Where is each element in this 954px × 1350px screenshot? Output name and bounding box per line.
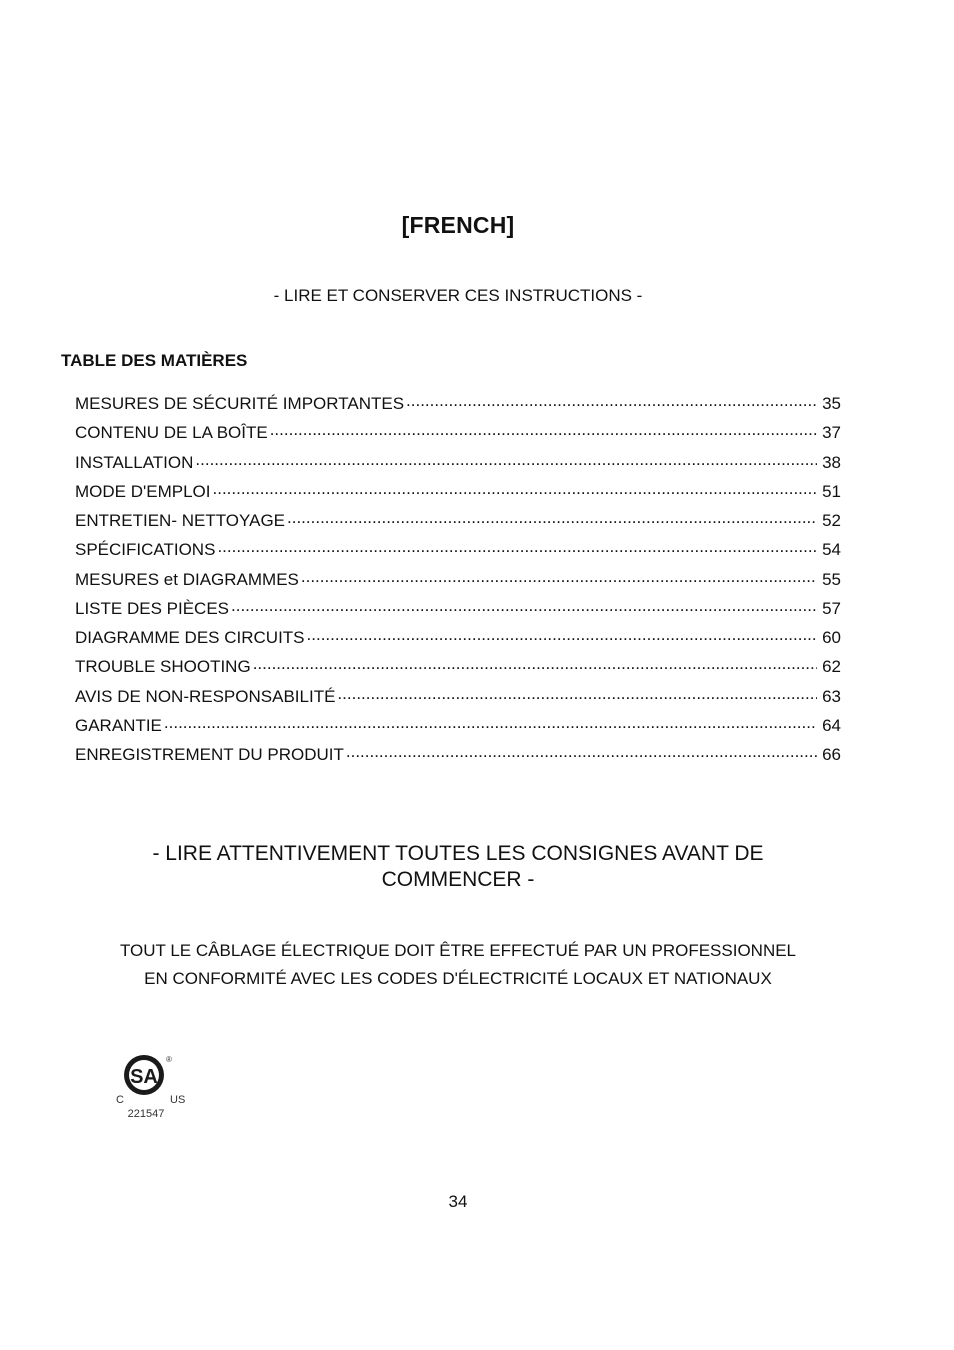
csa-certification-logo — [114, 1048, 190, 1128]
toc-entry — [75, 538, 841, 567]
toc-dot-leader — [346, 743, 817, 760]
toc-entry-page: 60 — [822, 628, 841, 647]
toc-entry-page: 35 — [822, 394, 841, 413]
toc-entry — [75, 392, 841, 421]
toc-entry — [75, 626, 841, 655]
toc-dot-leader — [213, 480, 818, 497]
csa-mark-text: SA — [130, 1066, 158, 1088]
warning-line-2: COMMENCER - — [381, 868, 535, 891]
toc-entry-label: CONTENU DE LA BOÎTE — [75, 423, 268, 443]
warning-line-1: - LIRE ATTENTIVEMENT TOUTES LES CONSIGNES AVANT DE — [152, 842, 764, 865]
toc-dot-leader — [337, 685, 817, 702]
toc-dot-leader — [287, 509, 817, 526]
language-title: [FRENCH] — [401, 212, 515, 238]
toc-entry-label: SPÉCIFICATIONS — [75, 540, 216, 560]
electrical-wiring-note — [0, 937, 916, 993]
toc-entry-label: TROUBLE SHOOTING — [75, 657, 251, 677]
toc-entry-label: MESURES DE SÉCURITÉ IMPORTANTES — [75, 394, 405, 413]
toc-entry-page: 57 — [822, 598, 841, 618]
toc-entry-page: 66 — [822, 745, 841, 764]
toc-entry-page: 62 — [822, 657, 841, 677]
toc-entry-label: GARANTIE — [75, 715, 162, 735]
toc-entry — [75, 655, 841, 684]
toc-dot-leader — [217, 538, 817, 555]
toc-dot-leader — [231, 597, 817, 614]
read-instructions-warning — [0, 841, 916, 893]
toc-entry-label: MESURES et DIAGRAMMES — [75, 569, 299, 589]
toc-entry — [75, 480, 841, 509]
wiring-note-line-2: EN CONFORMITÉ AVEC LES CODES D'ÉLECTRICITÉ LOCAUX ET NATIONAUX — [144, 969, 772, 988]
toc-entry — [75, 597, 841, 626]
toc-entry — [75, 451, 841, 480]
csa-country-us: US — [170, 1094, 186, 1106]
toc-dot-leader — [270, 421, 817, 438]
toc-dot-leader — [164, 714, 817, 731]
toc-entry — [75, 714, 841, 743]
table-of-contents — [75, 392, 841, 772]
toc-dot-leader — [307, 626, 817, 643]
csa-country-c: C — [116, 1094, 124, 1106]
csa-file-number: 221547 — [127, 1108, 165, 1120]
page-number: 34 — [448, 1192, 468, 1211]
toc-entry-label: DIAGRAMME DES CIRCUITS — [75, 628, 305, 647]
toc-heading: TABLE DES MATIÈRES — [61, 351, 248, 370]
toc-entry-page: 51 — [822, 481, 841, 501]
wiring-note-line-1: TOUT LE CÂBLAGE ÉLECTRIQUE DOIT ÊTRE EFFECTUÉ PAR UN PROFESSIONNEL — [119, 941, 797, 960]
toc-dot-leader — [406, 392, 817, 409]
registered-mark: ® — [166, 1055, 172, 1064]
toc-entry-label: LISTE DES PIÈCES — [75, 598, 229, 618]
toc-entry-label: ENREGISTREMENT DU PRODUIT — [75, 745, 344, 764]
toc-entry-page: 38 — [822, 452, 841, 472]
toc-entry-page: 55 — [822, 569, 841, 589]
toc-entry — [75, 743, 841, 772]
toc-entry-page: 37 — [822, 423, 841, 443]
toc-entry-page: 64 — [822, 715, 841, 735]
toc-entry-label: ENTRETIEN- NETTOYAGE — [75, 511, 286, 530]
toc-entry — [75, 685, 841, 714]
toc-dot-leader — [195, 451, 817, 468]
toc-entry-page: 63 — [822, 686, 841, 706]
toc-entry-label: AVIS DE NON-RESPONSABILITÉ — [75, 686, 336, 706]
toc-entry — [75, 509, 841, 538]
toc-dot-leader — [253, 655, 817, 672]
read-and-keep-notice: - LIRE ET CONSERVER CES INSTRUCTIONS - — [273, 286, 643, 305]
toc-entry-label: INSTALLATION — [75, 452, 194, 472]
toc-entry — [75, 421, 841, 450]
toc-entry-page: 52 — [822, 511, 841, 530]
toc-entry-label: MODE D'EMPLOI — [75, 481, 211, 501]
toc-entry-page: 54 — [822, 540, 841, 560]
toc-dot-leader — [301, 568, 817, 585]
toc-entry — [75, 568, 841, 597]
